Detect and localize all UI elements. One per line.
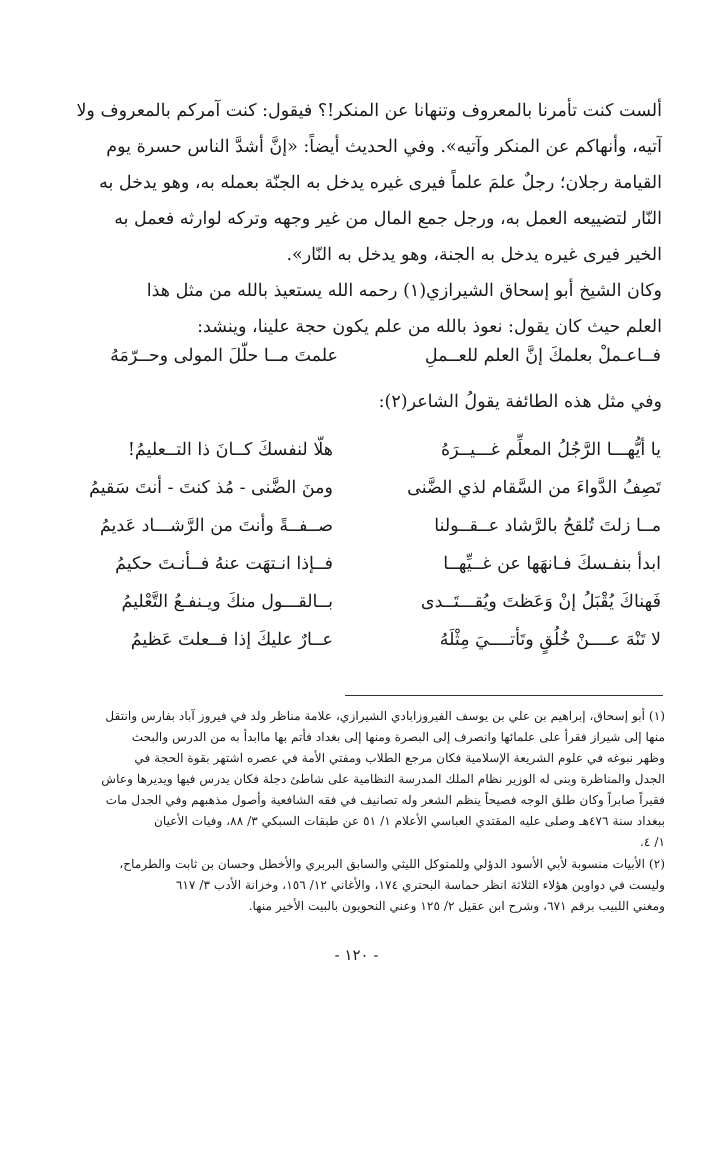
text-line: وكان الشيخ أبو إسحاق الشيرازي(١) رحمه الله يستعيذ بالله من مثل هذا — [146, 281, 662, 301]
poem-second-hemistich: هلّا لنفسكَ كــانَ ذا التــعليمُ! — [127, 440, 333, 460]
poem-couplet — [0, 620, 713, 660]
poem-first-hemistich: لا تَنْهَ عــــنْ خُلُقٍ وتَأتــــيَ مِثْلَهُ — [439, 630, 661, 650]
footnote-line: الجدل والمناظرة وبنى له الوزير نظام الملك المدرسة النظامية على شاطئ دجلة فكان يدرس فيها ويديرها وعاش — [101, 772, 665, 786]
poem-first-hemistich: فَهناكَ يُقْبَلُ إنْ وَعَظتَ ويُقـــتَــدى — [420, 592, 661, 612]
footnote-line: فقيراً صابراً وكان طلق الوجه فصيحاً ينظم الشعر وله تصانيف في فقه الشافعية وأصول مذهبهم وفي الجدل مات — [105, 793, 665, 807]
poem-second-hemistich: عــارٌ عليكَ إذا فــعلتَ عَظيمُ — [130, 630, 333, 650]
text-line: القيامة رجلان؛ رجلٌ علمَ علماً فيرى غيره يدخل به الجنّة بعمله به، وهو يدخل به — [99, 173, 662, 193]
footnote-2 — [80, 854, 665, 917]
text-line: الخير فيرى غيره يدخل به الجنة، وهو يدخل به النّار». — [286, 245, 662, 265]
poem-couplet — [0, 468, 713, 508]
footnote-1 — [80, 706, 665, 853]
paragraph-1 — [62, 93, 662, 273]
poem-first-hemistich: مــا زلتَ تُلقحُ بالرَّشاد عــقــولنا — [434, 516, 661, 536]
poem-first-hemistich: ابدأ بنفـسكَ فـانهَها عن غــيِّهــا — [443, 554, 661, 574]
text-line: العلم حيث كان يقول: نعوذ بالله من علم يكون حجة علينا، وينشد: — [197, 317, 662, 337]
paragraph-2 — [62, 273, 662, 345]
poem — [0, 430, 713, 660]
text-line: آتيه، وأنهاكم عن المنكر وآتيه». وفي الحديث أيضاً: «إنَّ أشدَّ الناس حسرة يوم — [106, 137, 662, 157]
poem-second-hemistich: صــفــةً وأنتَ من الرَّشـــاد عَديمُ — [99, 516, 333, 536]
footnote-line: ومغني اللبيب برقم ٦٧١، وشرح ابن عقيل ٢/ ١٢٥ وعني النحويون بالبيت الأخير منها. — [248, 899, 665, 913]
footnote-line: (٢) الأبيات منسوبة لأبي الأسود الدؤلي وللمتوكل الليثي والسابق البربري والأخطل وحسان بن ثابت والطرماح، — [119, 857, 665, 871]
footnote-line: وليست في دواوين هؤلاء الثلاثة انظر حماسة البحتري ١٧٤، والأغاني ١٢/ ١٥٦، وخزانة الأدب ٣/ ٦١٧ — [175, 878, 665, 892]
poem-second-hemistich: ومنَ الضَّنى - مُذ كنتَ - أنتَ سَقيمُ — [89, 478, 333, 498]
footnote-line: منها إلى شيراز فقرأ على علمائها وانصرف إلى البصرة ومنها إلى بغداد فأتم بها ماابدأ به من الدرس والبحث — [131, 730, 665, 744]
poem-second-hemistich: فــإذا انـتهَت عنهُ فــأنـتَ حكيمُ — [115, 554, 333, 574]
poem-first-hemistich: يا أيُّهـــا الرَّجُلُ المعلِّم غـــيــرَهُ — [441, 440, 661, 460]
poem-intro — [62, 384, 662, 420]
verse-second-hemistich: فــاعـملْ بعلمكَ إنَّ العلم للعــملِ — [424, 346, 661, 366]
poem-second-hemistich: بــالقـــول منكَ ويـنفـعُ التَّعْليمُ — [121, 592, 333, 612]
footnote-divider — [345, 695, 663, 696]
text-line: ألست كنت تأمرنا بالمعروف وتنهانا عن المنكر!؟ فيقول: كنت آمركم بالمعروف ولا — [76, 101, 662, 121]
footnote-line: ١/ ٤. — [640, 835, 665, 849]
footnote-line: (١) أبو إسحاق، إبراهيم بن علي بن يوسف الفيروزابادي الشيرازي، علامة مناظر ولد في فيروز آباد بفارس وانتقل — [105, 709, 665, 723]
text-line: النّار لتضييعه العمل به، ورجل جمع المال من غير وجهه وتركه لوارثه فعمل به — [114, 209, 662, 229]
text-line: وفي مثل هذه الطائفة يقولُ الشاعر(٢): — [378, 392, 662, 412]
poem-couplet — [0, 582, 713, 622]
poem-couplet — [0, 544, 713, 584]
verse-couplet — [0, 336, 713, 376]
page-number: - ١٢٠ - — [334, 946, 379, 964]
poem-couplet — [0, 506, 713, 546]
footnote-line: ببغداد سنة ٤٧٦هـ وصلى عليه المقتدي العباسي الأعلام ١/ ٥١ عن طبقات السبكي ٣/ ٨٨، وفيات الأعيان — [153, 814, 665, 828]
verse-first-hemistich: علمتَ مــا حلّلَ المولى وحــرّمَهُ — [110, 346, 338, 366]
footnote-line: وظهر نبوغه في علوم الشريعة الإسلامية فكان مرجع الطلاب ومفتي الأمة في عصره اشتهر بقوة الحجة في — [134, 751, 665, 765]
poem-first-hemistich: تَصِفُ الدَّواءَ من السَّقام لذي الضَّنى — [407, 478, 661, 498]
poem-couplet — [0, 430, 713, 470]
